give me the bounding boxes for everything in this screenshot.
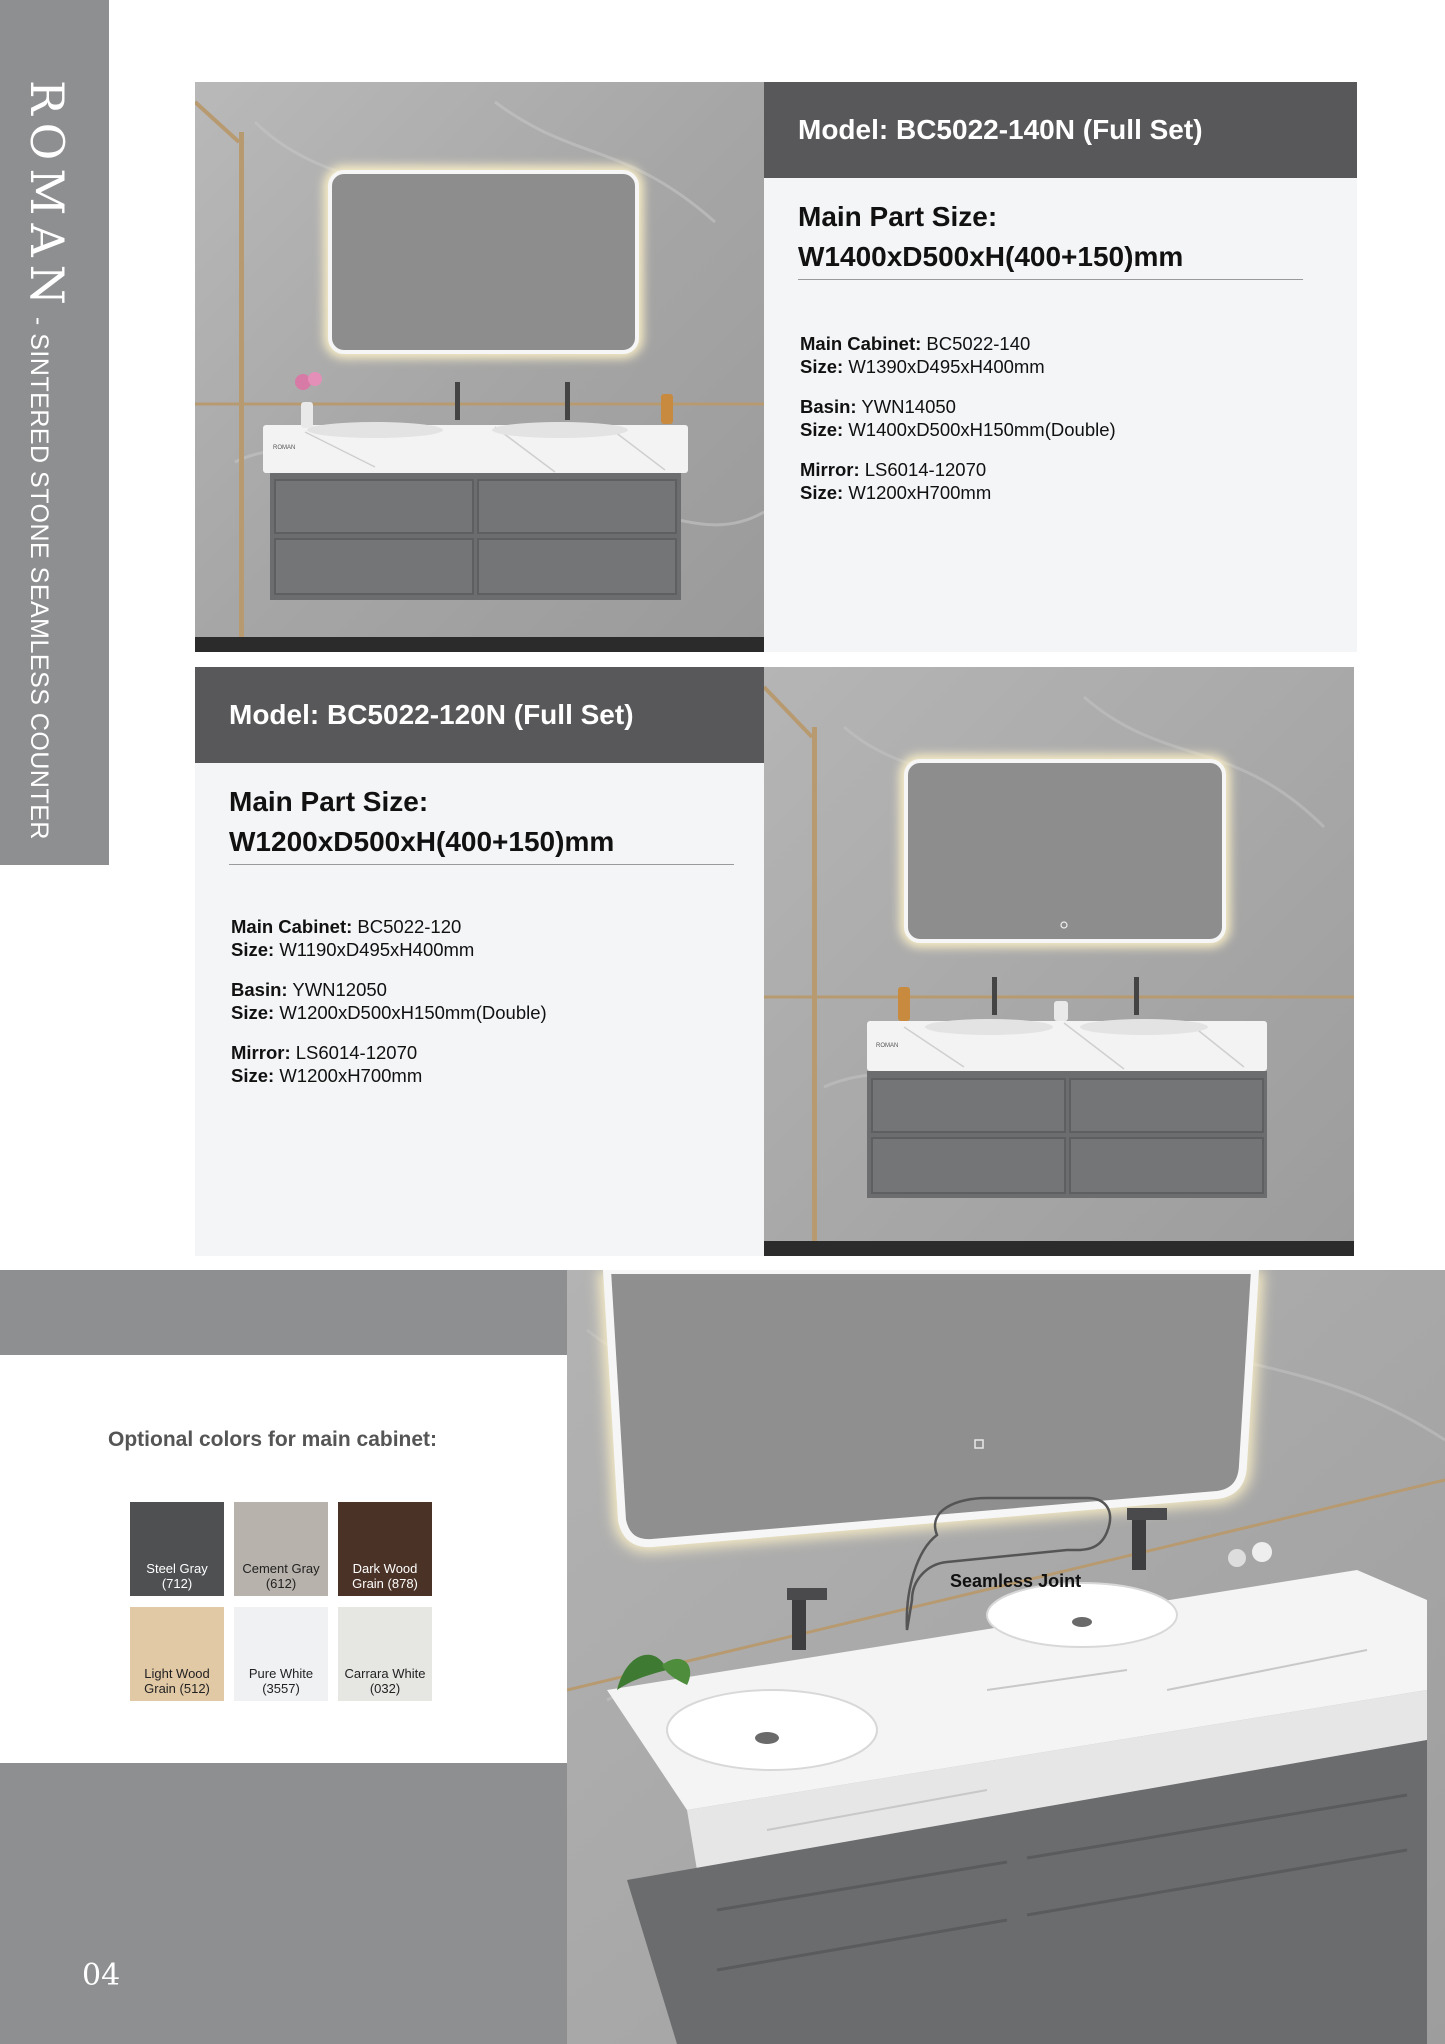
spec-value: BC5022-120: [357, 916, 462, 937]
spec-label: Mirror:: [800, 459, 860, 480]
swatch-pure-white: [234, 1607, 328, 1701]
spec-value: W1200xH700mm: [848, 482, 992, 503]
size-heading: Main Part Size:: [229, 786, 429, 817]
spec-panel-120n: [195, 667, 764, 1256]
swatch-code: (612): [265, 1576, 297, 1591]
size-value: W1400xD500xH(400+150)mm: [798, 241, 1184, 272]
spec-value: W1200xD500xH150mm(Double): [279, 1002, 547, 1023]
color-options-title: Optional colors for main cabinet:: [108, 1428, 438, 1451]
brand-subtitle: - SINTERED STONE SEAMLESS COUNTER: [25, 316, 53, 840]
spec-value: LS6014-12070: [864, 459, 987, 480]
divider: [229, 864, 734, 865]
spec-label: Mirror:: [231, 1042, 291, 1063]
swatch-code: Grain (512): [144, 1681, 210, 1696]
spec-value: W1390xD495xH400mm: [848, 356, 1045, 377]
cabinet-spec: [231, 915, 474, 961]
swatch-dark-wood-grain: [338, 1502, 432, 1596]
spec-value: LS6014-12070: [295, 1042, 418, 1063]
swatch-steel-gray: [130, 1502, 224, 1596]
swatch-code: Grain (878): [352, 1576, 418, 1591]
counter-logo: ROMAN: [876, 1043, 899, 1049]
size-heading: Main Part Size:: [798, 201, 998, 232]
swatch-code: (3557): [262, 1681, 300, 1696]
page-number: 04: [82, 1958, 121, 1993]
spec-label: Basin:: [800, 396, 857, 417]
swatch-light-wood-grain: [130, 1607, 224, 1701]
spec-label: Size:: [800, 356, 844, 377]
spec-panel-140n: [764, 82, 1357, 652]
swatch-carrara-white: [338, 1607, 432, 1701]
main-part-size: [798, 197, 1183, 277]
basin-spec: [800, 395, 1116, 441]
spec-label: Size:: [800, 419, 844, 440]
spec-label: Size:: [231, 1002, 275, 1023]
product-photo-120n: [764, 667, 1354, 1256]
spec-value: BC5022-140: [926, 333, 1031, 354]
seamless-joint-callout: Seamless Joint: [950, 1571, 1082, 1591]
swatch-name: Steel Gray: [146, 1561, 208, 1576]
spec-label: Size:: [800, 482, 844, 503]
spec-value: W1400xD500xH150mm(Double): [848, 419, 1116, 440]
swatch-name: Pure White: [248, 1666, 314, 1681]
side-banner-text: [20, 80, 74, 840]
swatch-name: Light Wood: [144, 1666, 210, 1681]
detail-photo: [567, 1270, 1445, 2044]
swatch-name: Dark Wood: [352, 1561, 418, 1576]
spec-label: Basin:: [231, 979, 288, 1000]
cabinet-spec: [800, 332, 1045, 378]
counter-logo: ROMAN: [273, 445, 296, 451]
product-photo-140n: [195, 82, 764, 652]
mirror-spec: [800, 458, 991, 504]
spec-label: Size:: [231, 1065, 275, 1086]
spec-label: Size:: [231, 939, 275, 960]
swatch-name: Carrara White: [344, 1666, 426, 1681]
main-part-size: [229, 782, 614, 862]
mirror-spec: [231, 1041, 422, 1087]
swatch-code: (032): [369, 1681, 401, 1696]
size-value: W1200xD500xH(400+150)mm: [229, 826, 615, 857]
model-title: Model: BC5022-120N (Full Set): [195, 667, 764, 763]
spec-value: W1200xH700mm: [279, 1065, 423, 1086]
swatch-code: (712): [161, 1576, 193, 1591]
basin-spec: [231, 978, 547, 1024]
spec-label: Main Cabinet:: [800, 333, 922, 354]
spec-value: YWN12050: [292, 979, 387, 1000]
swatch-cement-gray: [234, 1502, 328, 1596]
spec-value: W1190xD495xH400mm: [279, 939, 475, 960]
spec-label: Main Cabinet:: [231, 916, 353, 937]
spec-value: YWN14050: [861, 396, 956, 417]
divider: [798, 279, 1303, 280]
brand-name: ROMAN: [20, 80, 74, 313]
swatch-name: Cement Gray: [242, 1561, 320, 1576]
model-title: Model: BC5022-140N (Full Set): [764, 82, 1357, 178]
